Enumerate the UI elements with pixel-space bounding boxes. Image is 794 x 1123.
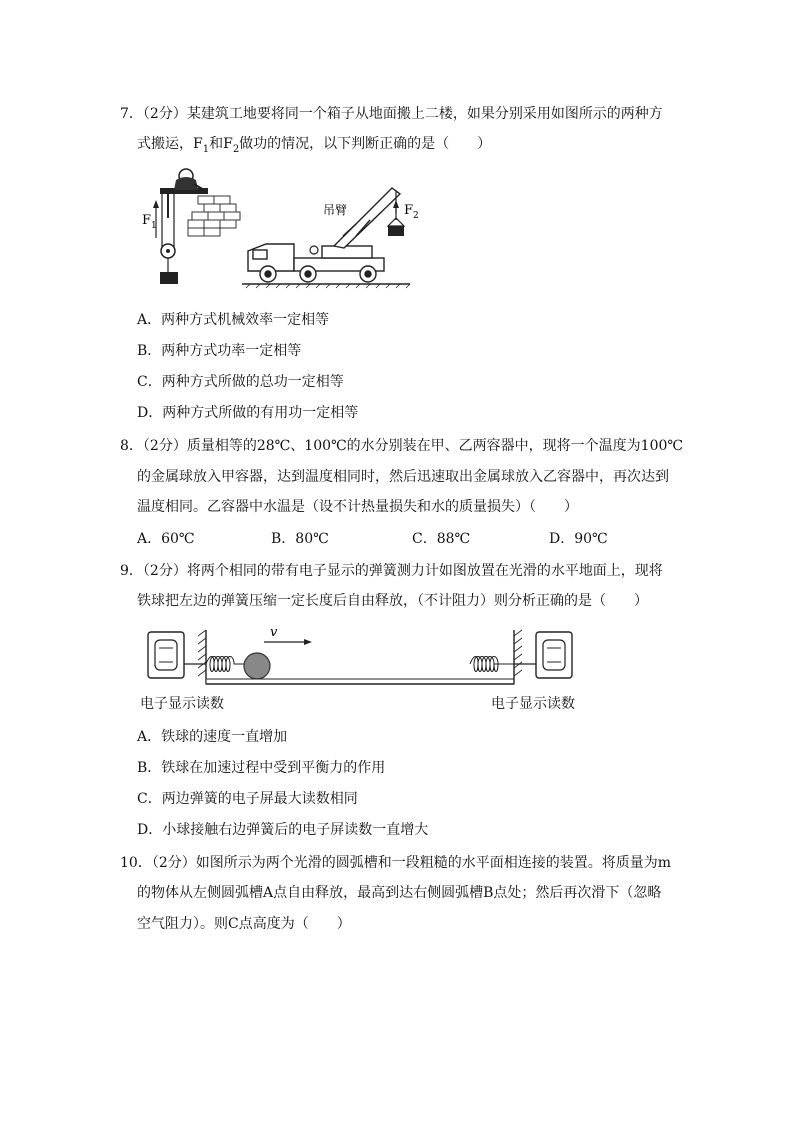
q7-stem-text: 式搬运，F bbox=[137, 136, 203, 152]
q8-stem-line-3: 温度相同。乙容器中水温是（设不计热量损失和水的质量损失）（ ） bbox=[137, 499, 578, 515]
q9-option-a[interactable]: A．铁球的速度一直增加 bbox=[137, 729, 288, 745]
right-spring-scale-icon bbox=[536, 632, 572, 678]
q8-stem-line-1: 8．（2分）质量相等的28℃、100℃的水分别装在甲、乙两容器中，现将一个温度为100℃ bbox=[120, 438, 684, 454]
q7-option-b[interactable]: B．两种方式功率一定相等 bbox=[137, 343, 302, 359]
right-scale-caption: 电子显示读数 bbox=[491, 696, 575, 712]
q7-option-a[interactable]: A．两种方式机械效率一定相等 bbox=[137, 312, 330, 328]
q7-stem-text: 和F bbox=[209, 136, 233, 152]
q7-stem-line-2 bbox=[137, 134, 491, 160]
box-icon bbox=[160, 272, 178, 284]
left-spring-scale-icon bbox=[148, 632, 184, 678]
q9-figure bbox=[140, 620, 600, 692]
q7-figure bbox=[138, 166, 428, 296]
q9-option-d[interactable]: D．小球接触右边弹簧后的电子屏读数一直增大 bbox=[137, 822, 429, 838]
q9-stem-line-2: 铁球把左边的弹簧压缩一定长度后自由释放，（不计阻力）则分析正确的是（ ） bbox=[137, 593, 648, 609]
brick-wall bbox=[188, 196, 240, 236]
left-spring-icon bbox=[206, 657, 244, 672]
smooth-floor bbox=[206, 679, 514, 684]
velocity-label: v bbox=[270, 625, 278, 640]
q8-option-d[interactable]: D．90℃ bbox=[549, 531, 608, 547]
right-spring-icon bbox=[470, 657, 514, 672]
f2-label: $F_2$ bbox=[404, 203, 419, 221]
q10-stem-line-2: 的物体从左侧圆弧槽A点自由释放，最高到达右侧圆弧槽B点处；然后再次滑下（忽略 bbox=[137, 885, 662, 901]
q10-stem-line-3: 空气阻力）。则C点高度为（ ） bbox=[137, 916, 351, 932]
worker-on-building bbox=[160, 169, 208, 194]
crane-load-icon bbox=[388, 226, 404, 236]
q8-option-b[interactable]: B．80℃ bbox=[271, 531, 329, 547]
q8-stem-line-2: 的金属球放入甲容器，达到温度相同时，然后迅速取出金属球放入乙容器中，再次达到 bbox=[137, 469, 669, 485]
q9-stem-line-1: 9．（2分）将两个相同的带有电子显示的弹簧测力计如图放置在光滑的水平地面上，现将 bbox=[120, 563, 663, 579]
f1-label: $F_1$ bbox=[142, 213, 157, 231]
q9-option-c[interactable]: C．两边弹簧的电子屏最大读数相同 bbox=[137, 791, 358, 807]
boom-label: 吊臂 bbox=[323, 203, 348, 217]
q8-option-c[interactable]: C．88℃ bbox=[412, 531, 471, 547]
q7-f2-subscript: 2 bbox=[232, 143, 240, 155]
q7-option-d[interactable]: D．两种方式所做的有用功一定相等 bbox=[137, 405, 359, 421]
q7-stem-line-1: 7．（2分）某建筑工地要将同一个箱子从地面搬上二楼，如果分别采用如图所示的两种方 bbox=[120, 106, 663, 122]
q10-stem-line-1: 10．（2分）如图所示为两个光滑的圆弧槽和一段粗糙的水平面相连接的装置。将质量为m bbox=[120, 855, 671, 871]
q7-option-c[interactable]: C．两种方式所做的总功一定相等 bbox=[137, 374, 344, 390]
pivot-o bbox=[310, 246, 318, 254]
q8-option-a[interactable]: A．60℃ bbox=[137, 531, 195, 547]
iron-ball bbox=[244, 653, 270, 679]
q9-option-b[interactable]: B．铁球在加速过程中受到平衡力的作用 bbox=[137, 760, 386, 776]
q7-f1-subscript: 1 bbox=[202, 143, 210, 155]
left-scale-caption: 电子显示读数 bbox=[140, 696, 224, 712]
q7-stem-text: 做功的情况，以下判断正确的是（ ） bbox=[239, 136, 492, 152]
